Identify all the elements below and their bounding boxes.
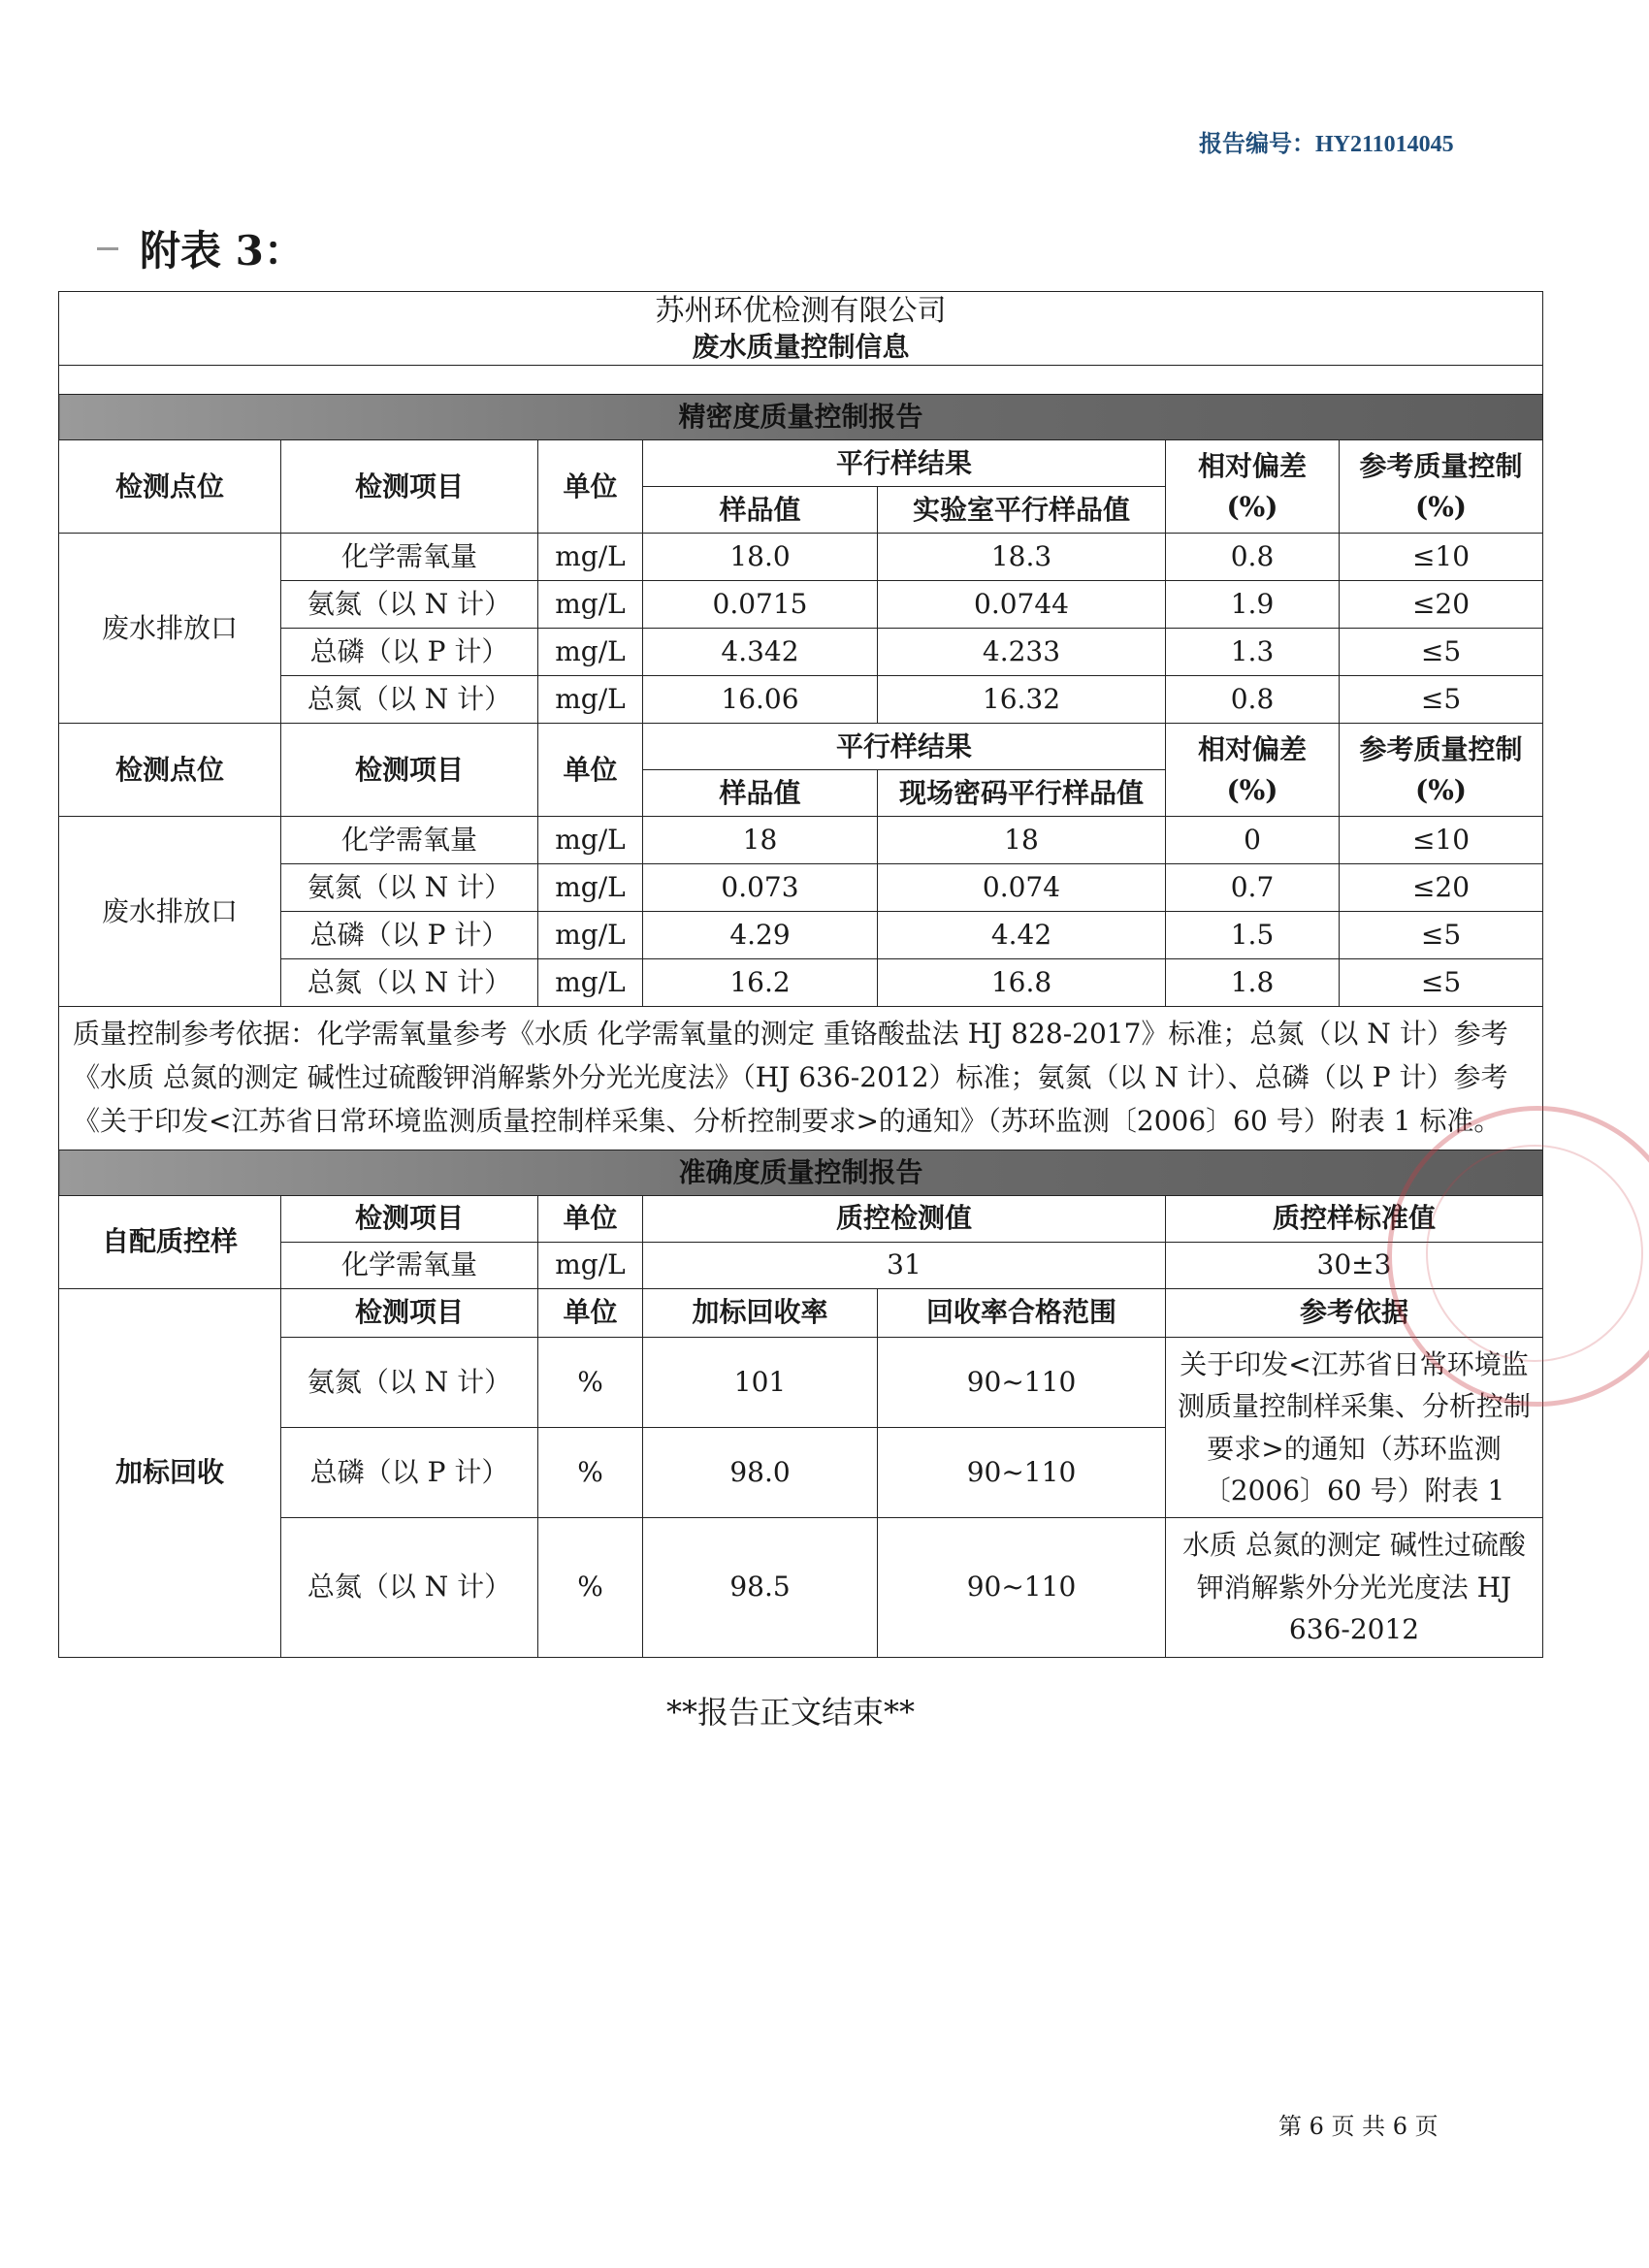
- item-cell: 总氮（以 N 计）: [281, 959, 538, 1007]
- dev-cell: 0.8: [1166, 534, 1340, 581]
- header-rel-dev-label: 相对偏差: [1197, 732, 1307, 765]
- sample-cell: 18: [643, 817, 878, 864]
- precision-banner: 精密度质量控制报告: [59, 395, 1543, 440]
- header-unit: 单位: [538, 440, 643, 534]
- header-item: 检测项目: [281, 1288, 538, 1337]
- dev-cell: 1.5: [1166, 912, 1340, 959]
- parallel-cell: 4.42: [878, 912, 1166, 959]
- header-rel-dev-label: 相对偏差: [1197, 449, 1307, 482]
- header-qc-value: 质控检测值: [643, 1195, 1166, 1242]
- dev-cell: 1.3: [1166, 629, 1340, 676]
- item-cell: 氨氮（以 N 计）: [281, 1337, 538, 1427]
- unit-cell: mg/L: [538, 912, 643, 959]
- report-number-value: HY211014045: [1315, 132, 1454, 157]
- range-cell: 90~110: [878, 1428, 1166, 1518]
- company-name: 苏州环优检测有限公司: [655, 294, 947, 328]
- unit-cell: mg/L: [538, 864, 643, 912]
- header-site: 检测点位: [59, 724, 281, 817]
- title-spacer: [59, 366, 1543, 395]
- report-end-marker: **报告正文结束**: [665, 1694, 915, 1731]
- unit-cell: mg/L: [538, 534, 643, 581]
- header-parallel-value: 现场密码平行样品值: [878, 770, 1166, 817]
- item-cell: 氨氮（以 N 计）: [281, 581, 538, 629]
- dev-cell: 0.7: [1166, 864, 1340, 912]
- item-cell: 总氮（以 N 计）: [281, 676, 538, 724]
- parallel-cell: 16.32: [878, 676, 1166, 724]
- header-basis: 参考依据: [1166, 1288, 1543, 1337]
- sample-cell: 4.29: [643, 912, 878, 959]
- table-subtitle: 废水质量控制信息: [692, 331, 910, 363]
- recovery-cell: 98.5: [643, 1518, 878, 1657]
- site-cell: 废水排放口: [59, 534, 281, 724]
- unit-cell: mg/L: [538, 629, 643, 676]
- qc-value-cell: 31: [643, 1242, 1166, 1288]
- unit-cell: %: [538, 1337, 643, 1427]
- limit-cell: ≤20: [1340, 581, 1543, 629]
- limit-cell: ≤5: [1340, 912, 1543, 959]
- unit-cell: mg/L: [538, 676, 643, 724]
- header-ref-qc-unit: (%): [1414, 490, 1468, 523]
- accuracy-banner: 准确度质量控制报告: [59, 1150, 1543, 1195]
- unit-cell: %: [538, 1518, 643, 1657]
- dev-cell: 0.8: [1166, 676, 1340, 724]
- header-ref-qc-label: 参考质量控制: [1359, 732, 1523, 765]
- header-ref-qc-label: 参考质量控制: [1359, 449, 1523, 482]
- header-site: 检测点位: [59, 440, 281, 534]
- limit-cell: ≤5: [1340, 959, 1543, 1007]
- header-parallel: 平行样结果: [643, 440, 1166, 487]
- dev-cell: 1.8: [1166, 959, 1340, 1007]
- limit-cell: ≤5: [1340, 676, 1543, 724]
- parallel-cell: 0.074: [878, 864, 1166, 912]
- header-unit: 单位: [538, 1195, 643, 1242]
- sample-cell: 18.0: [643, 534, 878, 581]
- limit-cell: ≤10: [1340, 534, 1543, 581]
- header-parallel-value: 实验室平行样品值: [878, 487, 1166, 534]
- header-ref-qc: [1340, 724, 1543, 817]
- qc-basis-text: 质量控制参考依据：化学需氧量参考《水质 化学需氧量的测定 重铬酸盐法 HJ 828-2017》标准；总氮（以 N 计）参考《水质 总氮的测定 碱性过硫酸钾消解紫外分光光度法》（HJ 636-2012）标准；氨氮（以 N 计）、总磷（以 P 计）参考《关于印发<江苏省日常环境监测质量控制样采集、分析控制要求>的通知》（苏环监测〔2006〕60 号）附表 1 标准。: [59, 1007, 1543, 1150]
- item-cell: 总磷（以 P 计）: [281, 912, 538, 959]
- self-qc-label: 自配质控样: [59, 1195, 281, 1288]
- header-recovery: 加标回收率: [643, 1288, 878, 1337]
- unit-cell: mg/L: [538, 1242, 643, 1288]
- header-sample: 样品值: [643, 770, 878, 817]
- dev-cell: 1.9: [1166, 581, 1340, 629]
- report-number: [1199, 124, 1454, 158]
- sample-cell: 0.0715: [643, 581, 878, 629]
- basis-cell: 水质 总氮的测定 碱性过硫酸钾消解紫外分光光度法 HJ 636-2012: [1166, 1518, 1543, 1657]
- dev-cell: 0: [1166, 817, 1340, 864]
- header-ref-qc: [1340, 440, 1543, 534]
- unit-cell: %: [538, 1428, 643, 1518]
- scan-mark: [97, 247, 118, 250]
- basis-cell: 关于印发<江苏省日常环境监测质量控制样采集、分析控制要求>的通知（苏环监测〔2006〕60 号）附表 1: [1166, 1337, 1543, 1518]
- item-cell: 总氮（以 N 计）: [281, 1518, 538, 1657]
- parallel-cell: 18.3: [878, 534, 1166, 581]
- parallel-cell: 0.0744: [878, 581, 1166, 629]
- parallel-cell: 18: [878, 817, 1166, 864]
- official-seal-inner-ring: [1426, 1145, 1643, 1362]
- range-cell: 90~110: [878, 1337, 1166, 1427]
- header-unit: 单位: [538, 724, 643, 817]
- annex-title: 附表 3：: [140, 227, 305, 275]
- header-sample: 样品值: [643, 487, 878, 534]
- header-ref-qc-unit: (%): [1414, 773, 1468, 806]
- limit-cell: ≤10: [1340, 817, 1543, 864]
- header-range: 回收率合格范围: [878, 1288, 1166, 1337]
- header-item: 检测项目: [281, 724, 538, 817]
- header-rel-dev-unit: (%): [1226, 490, 1278, 523]
- unit-cell: mg/L: [538, 959, 643, 1007]
- spike-recovery-label: 加标回收: [59, 1288, 281, 1657]
- header-parallel: 平行样结果: [643, 724, 1166, 770]
- item-cell: 总磷（以 P 计）: [281, 629, 538, 676]
- range-cell: 90~110: [878, 1518, 1166, 1657]
- limit-cell: ≤5: [1340, 629, 1543, 676]
- header-rel-dev: [1166, 440, 1340, 534]
- header-item: 检测项目: [281, 440, 538, 534]
- item-cell: 化学需氧量: [281, 1242, 538, 1288]
- sample-cell: 4.342: [643, 629, 878, 676]
- table-title-cell: [59, 292, 1543, 366]
- unit-cell: mg/L: [538, 817, 643, 864]
- recovery-cell: 101: [643, 1337, 878, 1427]
- site-cell: 废水排放口: [59, 817, 281, 1007]
- limit-cell: ≤20: [1340, 864, 1543, 912]
- item-cell: 化学需氧量: [281, 817, 538, 864]
- quality-control-table: [58, 291, 1543, 1658]
- item-cell: 化学需氧量: [281, 534, 538, 581]
- parallel-cell: 4.233: [878, 629, 1166, 676]
- sample-cell: 16.06: [643, 676, 878, 724]
- item-cell: 氨氮（以 N 计）: [281, 864, 538, 912]
- header-rel-dev: [1166, 724, 1340, 817]
- header-item: 检测项目: [281, 1195, 538, 1242]
- recovery-cell: 98.0: [643, 1428, 878, 1518]
- unit-cell: mg/L: [538, 581, 643, 629]
- sample-cell: 16.2: [643, 959, 878, 1007]
- header-qc-standard: 质控样标准值: [1166, 1195, 1543, 1242]
- header-unit: 单位: [538, 1288, 643, 1337]
- qc-standard-cell: 30±3: [1166, 1242, 1543, 1288]
- sample-cell: 0.073: [643, 864, 878, 912]
- item-cell: 总磷（以 P 计）: [281, 1428, 538, 1518]
- page-number: 第 6 页 共 6 页: [1278, 2113, 1439, 2140]
- parallel-cell: 16.8: [878, 959, 1166, 1007]
- report-number-label: 报告编号：: [1199, 129, 1315, 157]
- header-rel-dev-unit: (%): [1226, 773, 1278, 806]
